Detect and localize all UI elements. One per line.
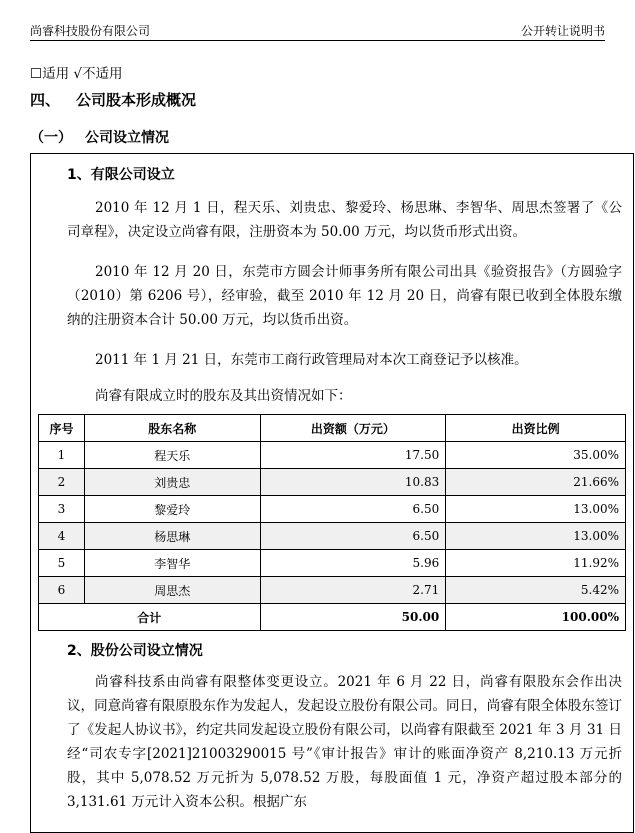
cell-index: 1 [39, 442, 85, 469]
table-row [39, 442, 626, 469]
part1-paragraph-1: 2010 年 12 月 1 日，程天乐、刘贵忠、黎爱玲、杨思琳、李智华、周思杰签署了《公司章程》，决定设立尚睿有限，注册资本为 50.00 万元，均以货币形式出资。 [67, 200, 622, 240]
cell-ratio: 13.00% [446, 523, 626, 550]
subsection-number: （一） [30, 130, 72, 146]
cell-amount: 2.71 [260, 577, 446, 604]
table-row [39, 496, 626, 523]
content-box [30, 153, 634, 833]
table-row [39, 469, 626, 496]
subsection-heading [30, 127, 169, 147]
cell-total-amount: 50.00 [260, 604, 446, 631]
page-header [30, 0, 605, 41]
section-title: 公司股本形成概况 [76, 91, 197, 109]
cell-ratio: 5.42% [446, 577, 626, 604]
table-row [39, 523, 626, 550]
cell-amount: 6.50 [260, 496, 446, 523]
section-number: 四、 [30, 91, 61, 109]
cell-total-label: 合计 [39, 604, 261, 631]
cell-name: 周思杰 [84, 577, 260, 604]
cell-index: 3 [39, 496, 85, 523]
col-header-name: 股东名称 [84, 415, 260, 442]
part1-paragraph-2: 2010 年 12 月 20 日，东莞市方圆会计师事务所有限公司出具《验资报告》（方圆验字（2010）第 6206 号），经审验，截至 2010 年 12 月 20 日，尚睿有限已收到全体股东缴纳的注册资本合计 50.00 万元，均以货币出资。 [67, 264, 622, 328]
cell-ratio: 11.92% [446, 550, 626, 577]
cell-name: 李智华 [84, 550, 260, 577]
cell-name: 杨思琳 [84, 523, 260, 550]
part1-paragraph-3: 2011 年 1 月 21 日，东莞市工商行政管理局对本次工商登记予以核准。 [95, 352, 528, 368]
part1-title: 1、有限公司设立 [67, 167, 175, 183]
cell-amount: 6.50 [260, 523, 446, 550]
cell-amount: 10.83 [260, 469, 446, 496]
col-header-index: 序号 [39, 415, 85, 442]
header-company: 尚睿科技股份有限公司 [30, 24, 151, 38]
table-row [39, 550, 626, 577]
table-total-row [39, 604, 626, 631]
col-header-ratio: 出资比例 [446, 415, 626, 442]
cell-index: 2 [39, 469, 85, 496]
shareholder-table [38, 414, 626, 631]
cell-name: 刘贵忠 [84, 469, 260, 496]
cell-name: 程天乐 [84, 442, 260, 469]
subsection-title: 公司设立情况 [85, 130, 169, 146]
cell-ratio: 13.00% [446, 496, 626, 523]
header-doc-type: 公开转让说明书 [520, 24, 605, 38]
section-heading [30, 89, 196, 110]
part1-paragraph-4: 尚睿有限成立时的股东及其出资情况如下： [95, 388, 352, 404]
table-row [39, 577, 626, 604]
cell-total-ratio: 100.00% [446, 604, 626, 631]
cell-amount: 5.96 [260, 550, 446, 577]
cell-name: 黎爱玲 [84, 496, 260, 523]
part2-paragraph-1: 尚睿科技系由尚睿有限整体变更设立。2021 年 6 月 22 日，尚睿有限股东会作出决议，同意尚睿有限原股东作为发起人，发起设立股份有限公司。同日，尚睿有限全体股东签订了《发起人协议书》，约定共同发起设立股份有限公司，以尚睿有限截至 2021 年 3 月 31 日经“司农专字[2021]21003290015 号”《审计报告》审计的账面净资产 8,210.13 万元折股，其中 5,078.52 万元折为 5,078.52 万股，每股面值 1 元，净资产超过股本部分的 3,131.61 万元计入资本公积。根据广东 [67, 674, 622, 810]
cell-ratio: 35.00% [446, 442, 626, 469]
cell-index: 4 [39, 523, 85, 550]
col-header-amount: 出资额（万元） [260, 415, 446, 442]
cell-amount: 17.50 [260, 442, 446, 469]
applicability-line: ☐适用 √不适用 [30, 66, 123, 82]
part2-title: 2、股份公司设立情况 [67, 643, 203, 659]
cell-ratio: 21.66% [446, 469, 626, 496]
table-header-row [39, 415, 626, 442]
cell-index: 5 [39, 550, 85, 577]
cell-index: 6 [39, 577, 85, 604]
